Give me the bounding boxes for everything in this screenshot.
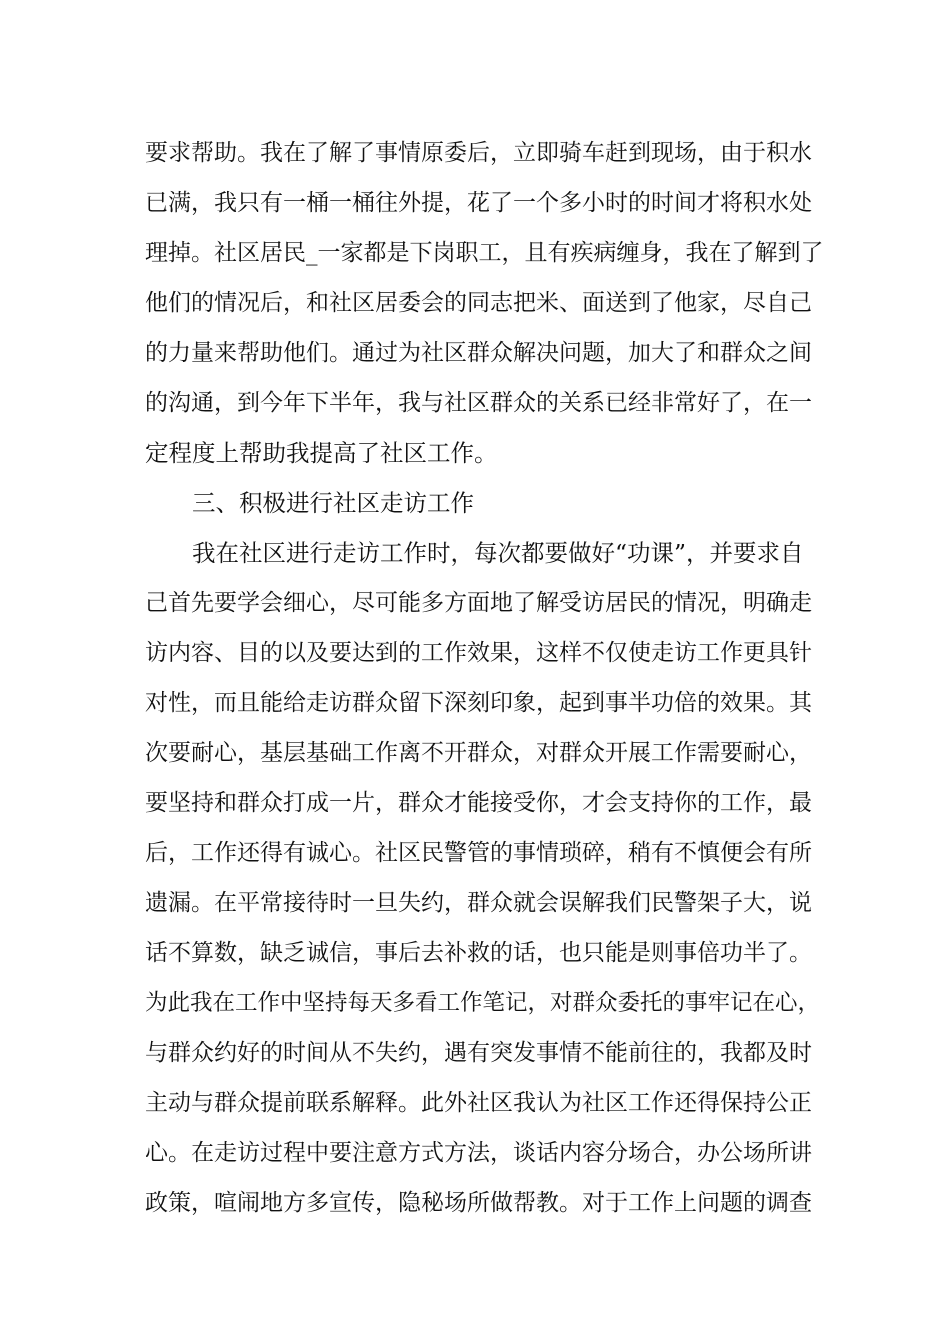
paragraph-line: 次要耐心，基层基础工作离不开群众，对群众开展工作需要耐心， [145, 740, 812, 766]
paragraph-line: 要求帮助。我在了解了事情原委后，立即骑车赶到现场，由于积水 [145, 140, 812, 166]
section-heading: 三、积极进行社区走访工作 [192, 489, 474, 517]
paragraph-line: 对性，而且能给走访群众留下深刻印象，起到事半功倍的效果。其 [145, 690, 812, 716]
paragraph-line: 己首先要学会细心，尽可能多方面地了解受访居民的情况，明确走 [145, 590, 812, 616]
paragraph-line: 的力量来帮助他们。通过为社区群众解决问题，加大了和群众之间 [145, 340, 812, 366]
paragraph-line: 理掉。社区居民_一家都是下岗职工，且有疾病缠身，我在了解到了 [145, 240, 824, 266]
paragraph-line: 与群众约好的时间从不失约，遇有突发事情不能前往的，我都及时 [145, 1040, 812, 1066]
paragraph-line: 已满，我只有一桶一桶往外提，花了一个多小时的时间才将积水处 [145, 190, 812, 216]
paragraph-line: 的沟通，到今年下半年，我与社区群众的关系已经非常好了，在一 [145, 390, 812, 416]
paragraph-line: 心。在走访过程中要注意方式方法，谈话内容分场合，办公场所讲 [145, 1140, 812, 1166]
paragraph-line: 话不算数，缺乏诚信，事后去补救的话，也只能是则事倍功半了。 [145, 940, 812, 966]
paragraph-line: 为此我在工作中坚持每天多看工作笔记，对群众委托的事牢记在心， [145, 990, 821, 1016]
paragraph-line: 政策，喧闹地方多宣传，隐秘场所做帮教。对于工作上问题的调查 [145, 1190, 812, 1216]
paragraph-line: 要坚持和群众打成一片，群众才能接受你，才会支持你的工作，最 [145, 790, 812, 816]
paragraph-line: 遗漏。在平常接待时一旦失约，群众就会误解我们民警架子大，说 [145, 890, 812, 916]
paragraph-line: 访内容、目的以及要达到的工作效果，这样不仅使走访工作更具针 [145, 640, 812, 666]
paragraph-line: 后，工作还得有诚心。社区民警管的事情琐碎，稍有不慎便会有所 [145, 840, 812, 866]
paragraph-line: 定程度上帮助我提高了社区工作。 [145, 439, 498, 467]
paragraph-line: 我在社区进行走访工作时，每次都要做好“功课”，并要求自 [192, 539, 804, 567]
paragraph-line: 他们的情况后，和社区居委会的同志把米、面送到了他家，尽自己 [145, 290, 812, 316]
paragraph-line: 主动与群众提前联系解释。此外社区我认为社区工作还得保持公正 [145, 1090, 812, 1116]
